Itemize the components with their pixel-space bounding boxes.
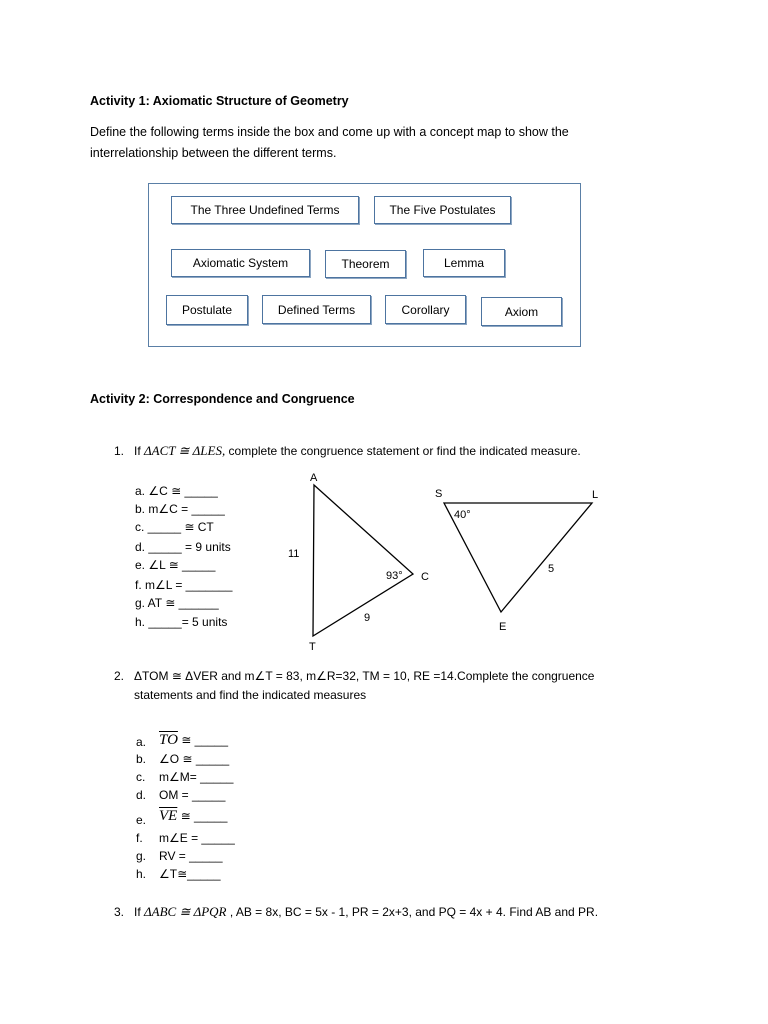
term-five-postulates: The Five Postulates (374, 196, 511, 224)
q1-item-d: d. _____ = 9 units (135, 540, 231, 554)
activity1-heading: Activity 1: Axiomatic Structure of Geometry (90, 94, 349, 108)
angle-c-label: 93° (386, 570, 403, 582)
q3-relation: ΔABC ≅ ΔPQR (144, 904, 227, 919)
activity1-instruction-line1: Define the following terms inside the box and come up with a concept map to show the (90, 125, 569, 139)
activity1-instruction-line2: interrelationship between the different terms. (90, 146, 337, 160)
q2-item-f-letter: f. (136, 831, 143, 845)
side-ct-label: 9 (364, 612, 371, 624)
q1-item-a: a. ∠C ≅ _____ (135, 484, 218, 498)
q2-item-e-letter: e. (136, 813, 147, 827)
q2-item-e (159, 807, 227, 825)
q2-number: 2. (114, 669, 125, 683)
q2-item-e-text: ≅ _____ (177, 809, 228, 823)
q1-relation: ΔACT ≅ ΔLES, (144, 443, 226, 458)
q1-item-c: c. _____ ≅ CT (135, 520, 214, 534)
side-at-label: 11 (288, 548, 300, 560)
q2-item-h: ∠T≅_____ (159, 867, 221, 881)
q2-item-g: RV = _____ (159, 849, 223, 863)
vertex-c-label: C (421, 571, 429, 583)
q2-item-c: m∠M= _____ (159, 770, 234, 784)
term-theorem: Theorem (325, 250, 406, 278)
q2-item-a-letter: a. (136, 735, 147, 749)
segment-ve: $\overline{VE}$ (159, 808, 178, 824)
vertex-e-label: E (499, 621, 507, 633)
term-axiomatic-system: Axiomatic System (171, 249, 310, 277)
q3-number: 3. (114, 905, 125, 919)
vertex-t-label: T (309, 641, 316, 653)
q1-prefix: If (134, 444, 145, 458)
term-axiom: Axiom (481, 297, 562, 326)
term-postulate: Postulate (166, 295, 248, 325)
q3-prefix: If (134, 905, 145, 919)
vertex-l-label: L (592, 489, 599, 501)
q1-item-b: b. m∠C = _____ (135, 502, 225, 516)
term-three-undefined-terms: The Three Undefined Terms (171, 196, 359, 224)
vertex-s-label: S (435, 488, 443, 500)
q2-line1: ΔTOM ≅ ΔVER and m∠T = 83, m∠R=32, TM = 10, RE =14.Complete the congruence (134, 669, 595, 683)
q2-item-b: ∠O ≅ _____ (159, 752, 230, 766)
q2-item-c-letter: c. (136, 770, 146, 784)
term-corollary: Corollary (385, 295, 466, 324)
q2-line2: statements and find the indicated measures (134, 688, 367, 702)
q2-item-h-letter: h. (136, 867, 147, 881)
q1-number: 1. (114, 444, 125, 458)
q3-statement (134, 903, 598, 922)
term-lemma: Lemma (423, 249, 505, 277)
segment-to: $\overline{TO}$ (159, 732, 178, 748)
q2-item-d-letter: d. (136, 788, 147, 802)
q2-item-g-letter: g. (136, 849, 147, 863)
q1-item-f: f. m∠L = _______ (135, 578, 233, 592)
angle-s-label: 40° (454, 509, 471, 521)
q2-item-f: m∠E = _____ (159, 831, 235, 845)
q2-item-a (159, 731, 228, 749)
q1-item-h: h. _____= 5 units (135, 615, 228, 629)
q1-item-g: g. AT ≅ ______ (135, 596, 219, 610)
side-le-label: 5 (548, 563, 555, 575)
q2-item-d: OM = _____ (159, 788, 226, 802)
q2-item-b-letter: b. (136, 752, 147, 766)
activity2-heading: Activity 2: Correspondence and Congruence (90, 392, 355, 406)
vertex-a-label: A (310, 472, 318, 484)
triangle-act (313, 485, 413, 636)
term-defined-terms: Defined Terms (262, 295, 371, 324)
q1-suffix: complete the congruence statement or find the indicated measure. (225, 444, 581, 458)
q1-item-e: e. ∠L ≅ _____ (135, 558, 216, 572)
q3-suffix: , AB = 8x, BC = 5x - 1, PR = 2x+3, and PQ = 4x + 4. Find AB and PR. (226, 905, 599, 919)
q2-item-a-text: ≅ _____ (177, 733, 228, 747)
